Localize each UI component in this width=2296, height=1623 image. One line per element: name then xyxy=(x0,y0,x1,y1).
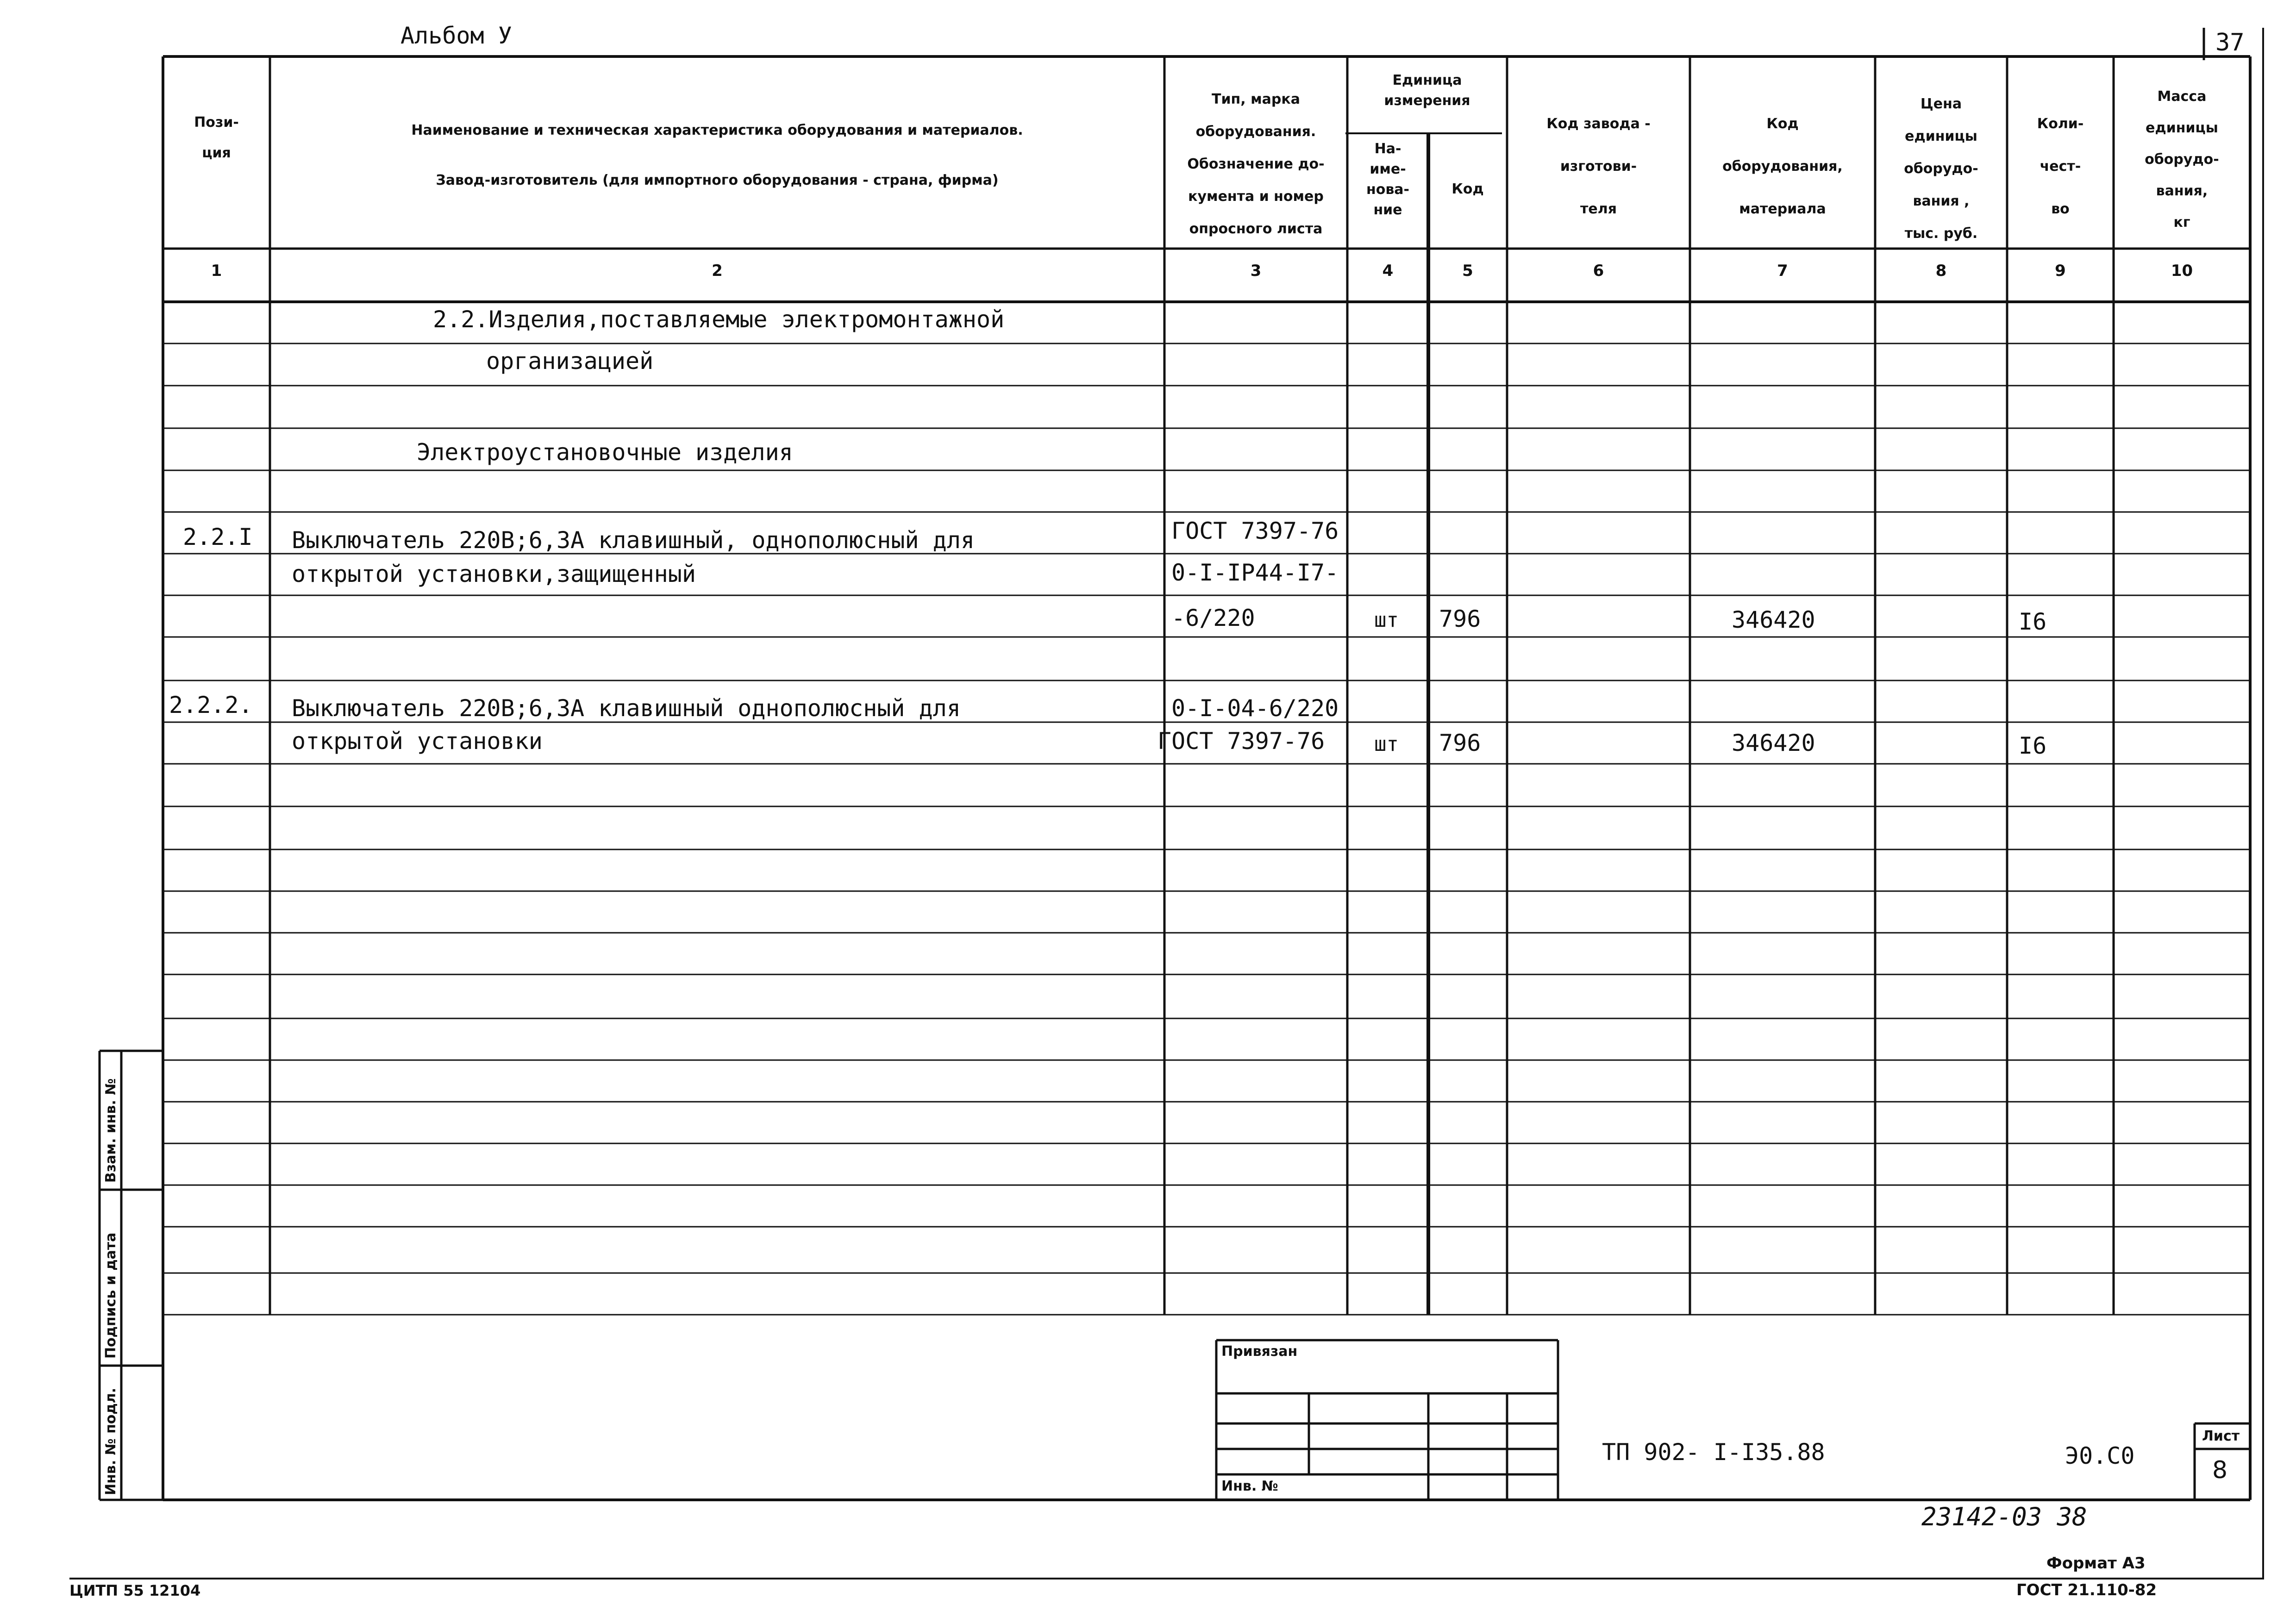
gost-label: ГОСТ 21.110-82 xyxy=(2016,1581,2157,1599)
column-number: 5 xyxy=(1462,262,1473,280)
header-plant-code: Код завода - изготови- теля xyxy=(1546,116,1651,217)
item-unit: шт xyxy=(1374,732,1399,756)
item-position: 2.2.I xyxy=(183,524,253,550)
title-block-privyazan: Привязан xyxy=(1221,1343,1298,1360)
item-unit-code: 796 xyxy=(1439,606,1481,632)
item-name-line1: Выключатель 220В;6,3А клавишный однополюсный для xyxy=(292,695,961,722)
format-label: Формат А3 xyxy=(2046,1554,2146,1573)
stamp-vzam-inv: Взам. инв. № xyxy=(103,1078,119,1183)
sheet-number: 8 xyxy=(2212,1456,2228,1484)
stamp-inv-no-podl: Инв. № подл. xyxy=(103,1387,119,1495)
item-type-line2: ГОСТ 7397-76 xyxy=(1157,728,1325,755)
item-quantity: I6 xyxy=(2019,608,2047,635)
item-unit: шт xyxy=(1374,608,1399,632)
column-number: 10 xyxy=(2171,262,2193,280)
item-type-line1: ГОСТ 7397-76 xyxy=(1171,518,1339,544)
title-block-inv-no: Инв. № xyxy=(1221,1478,1278,1494)
item-name-line2: открытой установки,защищенный xyxy=(292,561,696,587)
column-number: 9 xyxy=(2055,262,2066,280)
column-number: 1 xyxy=(211,262,222,280)
section-title-line2: организацией xyxy=(486,348,654,375)
item-quantity: I6 xyxy=(2019,732,2047,759)
header-type: Тип, марка оборудования. Обозначение до- кумента и номер опросного листа xyxy=(1187,91,1325,237)
header-unit: Единица измерения xyxy=(1384,72,1470,109)
section-subtitle: Электроустановочные изделия xyxy=(417,439,793,466)
column-number: 8 xyxy=(1935,262,1947,280)
section-code: Э0.С0 xyxy=(2065,1442,2135,1469)
item-type-line2: 0-I-IP44-I7- xyxy=(1171,559,1339,586)
album-title: Альбом У xyxy=(400,22,512,49)
header-name: Наименование и техническая характеристика оборудования и материалов. Завод-изготовитель (для импортного оборудования - страна, фирма) xyxy=(411,122,1023,188)
footer-code: ЦИТП 55 12104 xyxy=(69,1582,201,1599)
column-number: 6 xyxy=(1593,262,1604,280)
item-type-line1: 0-I-04-6/220 xyxy=(1171,695,1339,722)
header-equipment-code: Код оборудования, материала xyxy=(1722,116,1843,217)
column-number: 3 xyxy=(1250,262,1262,280)
item-position: 2.2.2. xyxy=(169,692,253,718)
document-code: ТП 902- I-I35.88 xyxy=(1602,1439,1825,1466)
item-name-line2: открытой установки xyxy=(292,728,543,755)
handwritten-note: 23142-03 38 xyxy=(1921,1502,2087,1531)
sheet-label: Лист xyxy=(2202,1428,2240,1444)
column-number: 2 xyxy=(712,262,723,280)
header-unit-name: На- име- нова- ние xyxy=(1366,141,1410,218)
section-title-line1: 2.2.Изделия,поставляемые электромонтажной xyxy=(433,306,1005,333)
header-quantity: Коли- чест- во xyxy=(2037,116,2084,217)
header-position: Пози- ция xyxy=(194,114,239,161)
sheet-corner-number: 37 xyxy=(2215,29,2245,56)
item-name-line1: Выключатель 220В;6,3А клавишный, однополюсный для xyxy=(292,527,975,554)
item-equipment-code: 346420 xyxy=(1732,730,1815,756)
header-mass: Масса единицы оборудо- вания, кг xyxy=(2145,88,2219,231)
item-equipment-code: 346420 xyxy=(1732,606,1815,633)
header-price: Цена единицы оборудо- вания , тыс. руб. xyxy=(1904,96,1978,242)
item-unit-code: 796 xyxy=(1439,730,1481,756)
header-unit-code: Код xyxy=(1451,181,1484,197)
stamp-signature-date: Подпись и дата xyxy=(103,1232,119,1359)
column-number: 4 xyxy=(1382,262,1394,280)
item-type-line3: -6/220 xyxy=(1171,605,1255,631)
column-number: 7 xyxy=(1777,262,1788,280)
